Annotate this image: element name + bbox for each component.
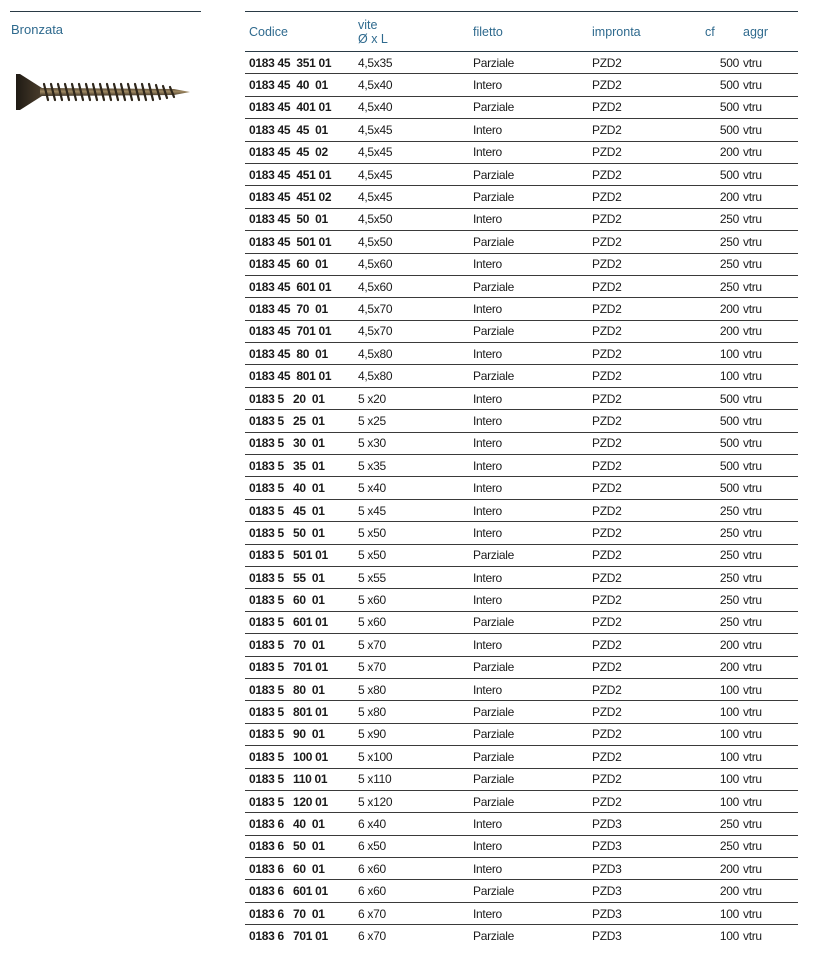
cell-impronta: PZD2 bbox=[588, 790, 701, 812]
cell-codice: 0183 45 351 01 bbox=[245, 52, 354, 74]
category-divider bbox=[10, 11, 201, 12]
cell-cf: 250 bbox=[701, 208, 739, 230]
cell-vite: 5 x50 bbox=[354, 522, 469, 544]
cell-filetto: Intero bbox=[469, 589, 588, 611]
cell-vite: 5 x120 bbox=[354, 790, 469, 812]
cell-codice: 0183 5 60 01 bbox=[245, 589, 354, 611]
table-row bbox=[245, 253, 798, 275]
cell-codice: 0183 45 801 01 bbox=[245, 365, 354, 387]
cell-filetto: Intero bbox=[469, 858, 588, 880]
cell-impronta: PZD2 bbox=[588, 52, 701, 74]
table-row bbox=[245, 410, 798, 432]
cell-cf: 250 bbox=[701, 611, 739, 633]
cell-cf: 250 bbox=[701, 231, 739, 253]
header-cf: cf bbox=[705, 24, 715, 39]
cell-aggr: vtru bbox=[739, 790, 798, 812]
cell-impronta: PZD2 bbox=[588, 320, 701, 342]
cell-aggr: vtru bbox=[739, 656, 798, 678]
cell-codice: 0183 5 50 01 bbox=[245, 522, 354, 544]
cell-codice: 0183 5 701 01 bbox=[245, 656, 354, 678]
cell-impronta: PZD2 bbox=[588, 611, 701, 633]
cell-vite: 4,5x35 bbox=[354, 52, 469, 74]
cell-aggr: vtru bbox=[739, 119, 798, 141]
cell-codice: 0183 5 501 01 bbox=[245, 544, 354, 566]
header-vite-line1: vite bbox=[358, 17, 378, 32]
cell-codice: 0183 5 601 01 bbox=[245, 611, 354, 633]
cell-filetto: Intero bbox=[469, 141, 588, 163]
cell-aggr: vtru bbox=[739, 186, 798, 208]
cell-cf: 200 bbox=[701, 186, 739, 208]
cell-vite: 4,5x40 bbox=[354, 96, 469, 118]
cell-vite: 5 x40 bbox=[354, 477, 469, 499]
cell-cf: 250 bbox=[701, 253, 739, 275]
header-filetto: filetto bbox=[473, 24, 503, 39]
cell-vite: 5 x55 bbox=[354, 566, 469, 588]
table-row bbox=[245, 790, 798, 812]
cell-impronta: PZD2 bbox=[588, 410, 701, 432]
cell-codice: 0183 45 601 01 bbox=[245, 275, 354, 297]
cell-codice: 0183 5 80 01 bbox=[245, 678, 354, 700]
cell-filetto: Parziale bbox=[469, 656, 588, 678]
cell-cf: 500 bbox=[701, 387, 739, 409]
cell-vite: 6 x70 bbox=[358, 928, 386, 943]
cell-cf: 100 bbox=[701, 723, 739, 745]
table-row bbox=[245, 141, 798, 163]
bronze-screw-image bbox=[14, 72, 192, 112]
cell-vite: 4,5x70 bbox=[354, 320, 469, 342]
table-row bbox=[245, 96, 798, 118]
table-row bbox=[245, 835, 798, 857]
cell-impronta: PZD2 bbox=[588, 96, 701, 118]
table-row bbox=[245, 74, 798, 96]
cell-cf: 250 bbox=[701, 544, 739, 566]
table-row bbox=[245, 343, 798, 365]
table-row bbox=[245, 499, 798, 521]
cell-filetto: Parziale bbox=[469, 723, 588, 745]
cell-aggr: vtru bbox=[739, 477, 798, 499]
cell-cf: 500 bbox=[701, 432, 739, 454]
header-codice: Codice bbox=[249, 24, 288, 39]
cell-cf: 200 bbox=[701, 858, 739, 880]
cell-vite: 5 x30 bbox=[354, 432, 469, 454]
cell-aggr: vtru bbox=[739, 902, 798, 924]
cell-impronta: PZD3 bbox=[588, 880, 701, 902]
cell-vite: 5 x50 bbox=[354, 544, 469, 566]
table-row bbox=[245, 365, 798, 387]
cell-cf: 200 bbox=[701, 634, 739, 656]
cell-aggr: vtru bbox=[739, 589, 798, 611]
cell-vite: 4,5x70 bbox=[354, 298, 469, 320]
cell-cf: 200 bbox=[701, 298, 739, 320]
cell-cf: 100 bbox=[701, 902, 739, 924]
cell-impronta: PZD2 bbox=[588, 275, 701, 297]
cell-vite: 4,5x50 bbox=[354, 231, 469, 253]
table-row bbox=[245, 566, 798, 588]
cell-vite: 4,5x50 bbox=[354, 208, 469, 230]
cell-aggr: vtru bbox=[739, 678, 798, 700]
table-row bbox=[245, 611, 798, 633]
cell-impronta: PZD2 bbox=[588, 365, 701, 387]
table-row bbox=[245, 477, 798, 499]
cell-filetto: Intero bbox=[469, 410, 588, 432]
table-row bbox=[245, 163, 798, 185]
cell-aggr: vtru bbox=[739, 634, 798, 656]
cell-impronta: PZD2 bbox=[588, 298, 701, 320]
cell-vite: 6 x40 bbox=[354, 813, 469, 835]
cell-aggr: vtru bbox=[739, 52, 798, 74]
cell-filetto: Intero bbox=[469, 74, 588, 96]
header-vite bbox=[354, 12, 469, 52]
cell-filetto: Intero bbox=[469, 253, 588, 275]
cell-aggr: vtru bbox=[739, 163, 798, 185]
cell-filetto: Intero bbox=[469, 499, 588, 521]
cell-codice: 0183 45 80 01 bbox=[245, 343, 354, 365]
cell-vite: 4,5x45 bbox=[354, 141, 469, 163]
header-aggr: aggr bbox=[743, 24, 769, 39]
cell-filetto: Intero bbox=[469, 119, 588, 141]
cell-impronta: PZD2 bbox=[588, 746, 701, 768]
cell-filetto: Intero bbox=[469, 298, 588, 320]
cell-vite: 5 x25 bbox=[354, 410, 469, 432]
cell-aggr: vtru bbox=[739, 343, 798, 365]
table-row bbox=[245, 455, 798, 477]
cell-codice: 0183 45 60 01 bbox=[245, 253, 354, 275]
cell-codice: 0183 6 601 01 bbox=[245, 880, 354, 902]
cell-cf: 500 bbox=[701, 410, 739, 432]
cell-codice: 0183 45 50 01 bbox=[245, 208, 354, 230]
table-row bbox=[245, 701, 798, 723]
table-row bbox=[245, 813, 798, 835]
cell-vite: 5 x20 bbox=[354, 387, 469, 409]
cell-cf: 100 bbox=[719, 928, 739, 943]
cell-vite: 5 x80 bbox=[354, 678, 469, 700]
table-row bbox=[245, 522, 798, 544]
cell-vite: 4,5x60 bbox=[354, 275, 469, 297]
table-row bbox=[245, 208, 798, 230]
cell-impronta: PZD2 bbox=[588, 163, 701, 185]
cell-aggr: vtru bbox=[739, 432, 798, 454]
cell-codice: 0183 45 45 01 bbox=[245, 119, 354, 141]
cell-filetto: Intero bbox=[469, 387, 588, 409]
cell-codice: 0183 6 701 01 bbox=[249, 928, 328, 943]
cell-aggr: vtru bbox=[743, 928, 762, 943]
cell-vite: 5 x60 bbox=[354, 589, 469, 611]
cell-impronta: PZD2 bbox=[588, 455, 701, 477]
cell-filetto: Parziale bbox=[469, 231, 588, 253]
cell-vite: 5 x70 bbox=[354, 634, 469, 656]
table-row bbox=[245, 231, 798, 253]
header-vite-line2: Ø x L bbox=[358, 31, 388, 46]
cell-impronta: PZD3 bbox=[588, 858, 701, 880]
table-row bbox=[245, 298, 798, 320]
cell-filetto: Parziale bbox=[469, 880, 588, 902]
cell-filetto: Intero bbox=[469, 634, 588, 656]
table-row bbox=[245, 432, 798, 454]
cell-codice: 0183 45 70 01 bbox=[245, 298, 354, 320]
cell-filetto: Intero bbox=[469, 813, 588, 835]
cell-cf: 100 bbox=[701, 678, 739, 700]
cell-vite: 5 x35 bbox=[354, 455, 469, 477]
cell-aggr: vtru bbox=[739, 275, 798, 297]
cell-cf: 500 bbox=[701, 455, 739, 477]
cell-impronta: PZD2 bbox=[588, 253, 701, 275]
cell-impronta: PZD2 bbox=[588, 343, 701, 365]
cell-impronta: PZD3 bbox=[588, 835, 701, 857]
cell-aggr: vtru bbox=[739, 723, 798, 745]
cell-aggr: vtru bbox=[739, 208, 798, 230]
cell-filetto: Parziale bbox=[469, 275, 588, 297]
cell-codice: 0183 6 40 01 bbox=[245, 813, 354, 835]
cell-cf: 500 bbox=[701, 52, 739, 74]
cell-cf: 100 bbox=[701, 790, 739, 812]
cell-codice: 0183 45 45 02 bbox=[245, 141, 354, 163]
cell-filetto: Intero bbox=[469, 902, 588, 924]
cell-codice: 0183 6 70 01 bbox=[245, 902, 354, 924]
cell-cf: 250 bbox=[701, 275, 739, 297]
cell-vite: 5 x70 bbox=[354, 656, 469, 678]
cell-cf: 500 bbox=[701, 74, 739, 96]
table-row bbox=[245, 634, 798, 656]
cell-cf: 500 bbox=[701, 477, 739, 499]
cell-codice: 0183 5 70 01 bbox=[245, 634, 354, 656]
cell-aggr: vtru bbox=[739, 858, 798, 880]
cell-vite: 4,5x80 bbox=[354, 365, 469, 387]
cell-vite: 5 x60 bbox=[354, 611, 469, 633]
table-row bbox=[245, 746, 798, 768]
cell-cf: 250 bbox=[701, 522, 739, 544]
cell-filetto: Parziale bbox=[469, 611, 588, 633]
cell-aggr: vtru bbox=[739, 320, 798, 342]
table-header-row bbox=[245, 12, 798, 52]
product-table bbox=[245, 11, 798, 947]
cell-aggr: vtru bbox=[739, 499, 798, 521]
table-row bbox=[245, 678, 798, 700]
cell-aggr: vtru bbox=[739, 141, 798, 163]
cell-impronta: PZD2 bbox=[588, 723, 701, 745]
cell-filetto: Intero bbox=[469, 208, 588, 230]
cell-aggr: vtru bbox=[739, 455, 798, 477]
cell-cf: 200 bbox=[701, 656, 739, 678]
cell-filetto: Parziale bbox=[469, 163, 588, 185]
cell-vite: 4,5x40 bbox=[354, 74, 469, 96]
cell-filetto: Intero bbox=[469, 343, 588, 365]
cell-impronta: PZD2 bbox=[588, 678, 701, 700]
cell-cf: 200 bbox=[701, 320, 739, 342]
cell-aggr: vtru bbox=[739, 611, 798, 633]
cell-filetto: Parziale bbox=[469, 768, 588, 790]
cell-impronta: PZD3 bbox=[588, 902, 701, 924]
cell-vite: 4,5x60 bbox=[354, 253, 469, 275]
table-row bbox=[245, 880, 798, 902]
cell-filetto: Intero bbox=[469, 432, 588, 454]
cell-filetto: Parziale bbox=[469, 365, 588, 387]
cell-impronta: PZD2 bbox=[588, 387, 701, 409]
cell-impronta: PZD3 bbox=[588, 813, 701, 835]
cell-impronta: PZD2 bbox=[588, 544, 701, 566]
cell-filetto: Parziale bbox=[469, 746, 588, 768]
cell-vite: 4,5x45 bbox=[354, 119, 469, 141]
table-row bbox=[245, 275, 798, 297]
cell-codice: 0183 5 35 01 bbox=[245, 455, 354, 477]
table-row bbox=[245, 902, 798, 924]
table-row bbox=[245, 858, 798, 880]
cell-vite: 6 x60 bbox=[354, 858, 469, 880]
table-row bbox=[245, 52, 798, 74]
cell-aggr: vtru bbox=[739, 544, 798, 566]
cell-aggr: vtru bbox=[739, 298, 798, 320]
cell-aggr: vtru bbox=[739, 746, 798, 768]
cell-impronta: PZD2 bbox=[588, 634, 701, 656]
cell-vite: 6 x60 bbox=[354, 880, 469, 902]
cell-impronta: PZD2 bbox=[588, 701, 701, 723]
table-body bbox=[245, 52, 798, 947]
cell-cf: 100 bbox=[701, 365, 739, 387]
cell-impronta: PZD2 bbox=[588, 432, 701, 454]
cell-vite: 4,5x80 bbox=[354, 343, 469, 365]
cell-aggr: vtru bbox=[739, 96, 798, 118]
cell-vite: 5 x90 bbox=[354, 723, 469, 745]
cell-impronta: PZD2 bbox=[588, 186, 701, 208]
table-row bbox=[245, 589, 798, 611]
cell-codice: 0183 5 55 01 bbox=[245, 566, 354, 588]
cell-filetto: Intero bbox=[469, 678, 588, 700]
cell-cf: 250 bbox=[701, 499, 739, 521]
cell-aggr: vtru bbox=[739, 701, 798, 723]
cell-codice: 0183 5 25 01 bbox=[245, 410, 354, 432]
cell-aggr: vtru bbox=[739, 410, 798, 432]
cell-aggr: vtru bbox=[739, 253, 798, 275]
cell-cf: 250 bbox=[701, 835, 739, 857]
cell-aggr: vtru bbox=[739, 387, 798, 409]
cell-impronta: PZD2 bbox=[588, 768, 701, 790]
cell-codice: 0183 5 20 01 bbox=[245, 387, 354, 409]
cell-filetto: Intero bbox=[469, 566, 588, 588]
cell-codice: 0183 5 40 01 bbox=[245, 477, 354, 499]
cell-filetto: Parziale bbox=[469, 790, 588, 812]
cell-filetto: Parziale bbox=[473, 928, 514, 943]
table-row bbox=[245, 320, 798, 342]
header-impronta: impronta bbox=[592, 24, 641, 39]
cell-codice: 0183 5 30 01 bbox=[245, 432, 354, 454]
cell-impronta: PZD2 bbox=[588, 566, 701, 588]
cell-aggr: vtru bbox=[739, 768, 798, 790]
cell-codice: 0183 5 120 01 bbox=[245, 790, 354, 812]
cell-aggr: vtru bbox=[739, 835, 798, 857]
cell-cf: 250 bbox=[701, 813, 739, 835]
cell-filetto: Parziale bbox=[469, 320, 588, 342]
cell-cf: 100 bbox=[701, 701, 739, 723]
cell-codice: 0183 45 451 01 bbox=[245, 163, 354, 185]
cell-aggr: vtru bbox=[739, 813, 798, 835]
cell-codice: 0183 45 701 01 bbox=[245, 320, 354, 342]
cell-filetto: Parziale bbox=[469, 52, 588, 74]
cell-impronta: PZD3 bbox=[592, 928, 622, 943]
cell-aggr: vtru bbox=[739, 566, 798, 588]
cell-vite: 5 x110 bbox=[354, 768, 469, 790]
cell-cf: 100 bbox=[701, 768, 739, 790]
cell-codice: 0183 5 110 01 bbox=[245, 768, 354, 790]
table-row bbox=[245, 656, 798, 678]
cell-cf: 200 bbox=[701, 141, 739, 163]
cell-filetto: Intero bbox=[469, 477, 588, 499]
table-row bbox=[245, 186, 798, 208]
cell-vite: 4,5x45 bbox=[354, 163, 469, 185]
cell-cf: 500 bbox=[701, 163, 739, 185]
cell-vite: 6 x50 bbox=[354, 835, 469, 857]
cell-aggr: vtru bbox=[739, 365, 798, 387]
cell-codice: 0183 5 90 01 bbox=[245, 723, 354, 745]
cell-cf: 500 bbox=[701, 96, 739, 118]
cell-filetto: Intero bbox=[469, 835, 588, 857]
cell-impronta: PZD2 bbox=[588, 74, 701, 96]
cell-vite: 6 x70 bbox=[354, 902, 469, 924]
cell-codice: 0183 45 40 01 bbox=[245, 74, 354, 96]
cell-impronta: PZD2 bbox=[588, 589, 701, 611]
cell-codice: 0183 45 401 01 bbox=[245, 96, 354, 118]
cell-impronta: PZD2 bbox=[588, 208, 701, 230]
cell-codice: 0183 6 50 01 bbox=[245, 835, 354, 857]
cell-impronta: PZD2 bbox=[588, 119, 701, 141]
cell-aggr: vtru bbox=[739, 74, 798, 96]
cell-cf: 250 bbox=[701, 566, 739, 588]
table-row bbox=[245, 119, 798, 141]
category-title: Bronzata bbox=[11, 22, 64, 37]
table-row bbox=[245, 768, 798, 790]
cell-aggr: vtru bbox=[739, 880, 798, 902]
cell-filetto: Parziale bbox=[469, 544, 588, 566]
cell-filetto: Parziale bbox=[469, 96, 588, 118]
cell-aggr: vtru bbox=[739, 522, 798, 544]
cell-cf: 250 bbox=[701, 589, 739, 611]
product-table-container bbox=[245, 11, 798, 947]
cell-codice: 0183 5 45 01 bbox=[245, 499, 354, 521]
table-row bbox=[245, 925, 798, 947]
cell-vite: 5 x100 bbox=[354, 746, 469, 768]
cell-aggr: vtru bbox=[739, 231, 798, 253]
cell-filetto: Intero bbox=[469, 522, 588, 544]
category-panel bbox=[10, 11, 201, 37]
table-row bbox=[245, 544, 798, 566]
cell-cf: 500 bbox=[701, 119, 739, 141]
cell-vite: 4,5x45 bbox=[354, 186, 469, 208]
cell-impronta: PZD2 bbox=[588, 141, 701, 163]
cell-filetto: Intero bbox=[469, 455, 588, 477]
cell-impronta: PZD2 bbox=[588, 656, 701, 678]
cell-impronta: PZD2 bbox=[588, 522, 701, 544]
cell-impronta: PZD2 bbox=[588, 477, 701, 499]
cell-codice: 0183 45 451 02 bbox=[245, 186, 354, 208]
cell-cf: 100 bbox=[701, 343, 739, 365]
table-row bbox=[245, 387, 798, 409]
cell-cf: 200 bbox=[701, 880, 739, 902]
cell-impronta: PZD2 bbox=[588, 499, 701, 521]
cell-vite: 5 x45 bbox=[354, 499, 469, 521]
cell-vite: 5 x80 bbox=[354, 701, 469, 723]
cell-filetto: Parziale bbox=[469, 186, 588, 208]
table-row bbox=[245, 723, 798, 745]
cell-filetto: Parziale bbox=[469, 701, 588, 723]
cell-codice: 0183 5 100 01 bbox=[245, 746, 354, 768]
cell-impronta: PZD2 bbox=[588, 231, 701, 253]
cell-codice: 0183 45 501 01 bbox=[245, 231, 354, 253]
cell-cf: 100 bbox=[701, 746, 739, 768]
cell-codice: 0183 6 60 01 bbox=[245, 858, 354, 880]
cell-codice: 0183 5 801 01 bbox=[245, 701, 354, 723]
